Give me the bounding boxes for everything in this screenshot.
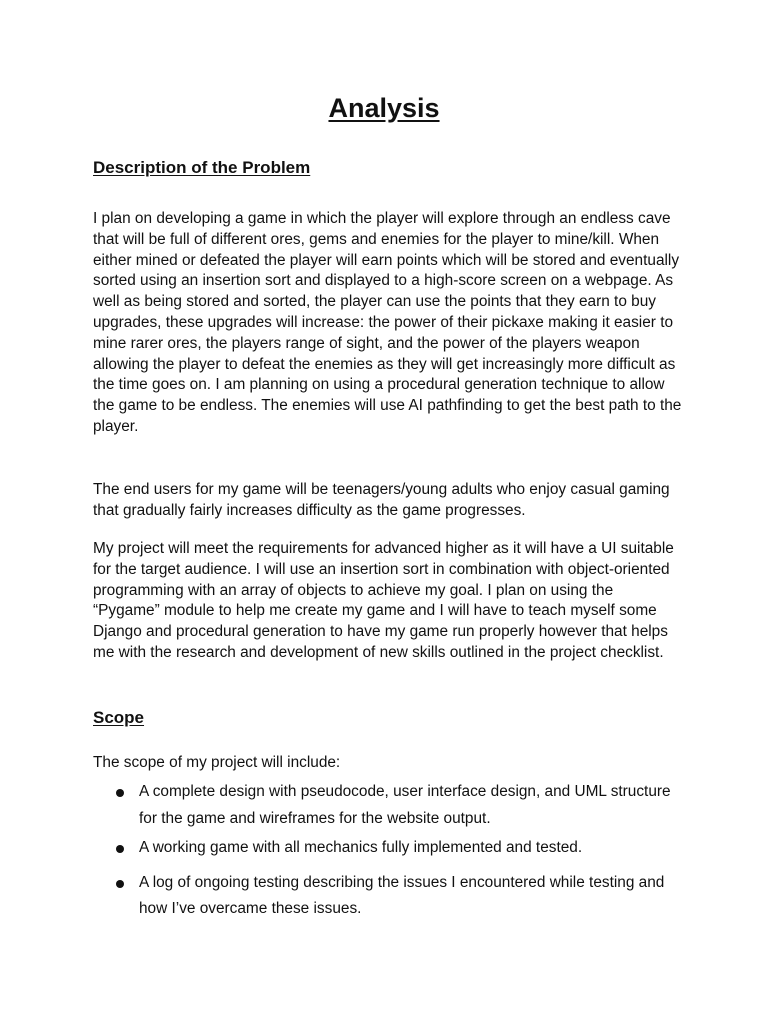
scope-bullet-text: A working game with all mechanics fully implemented and tested. — [139, 839, 583, 856]
scope-heading: Scope — [93, 708, 145, 727]
problem-paragraph-3: My project will meet the requirements for advanced higher as it will have a UI suitable for the target audience. I will use an insertion sort in combination with object-oriented programming with an array of objects to achieve my goal. I plan on using the “Pygame” module to help me create my game and I will have to teach myself some Django and procedural generation to have my game run properly however that helps me with the research and development of new skills outlined in the project checklist. — [93, 540, 674, 661]
scope-bullet-item — [93, 779, 683, 832]
problem-paragraph-1: I plan on developing a game in which the player will explore through an endless cave that will be full of different ores, gems and enemies for the player to mine/kill. When either mined or defeated the player will earn points which will be stored and eventually sorted using an insertion sort and displayed to a high-score screen on a webpage. As well as being stored and sorted, the player can use the points that they earn to buy upgrades, these upgrades will increase: the power of their pickaxe making it easier to mine rarer ores, the players range of sight, and the power of the players weapon allowing the player to defeat the enemies as they will get increasingly more difficult as the time goes on. I am planning on using a procedural generation technique to allow the game to be endless. The enemies will use AI pathfinding to get the best path to the player. — [93, 210, 682, 435]
bullet-dot-icon — [116, 880, 124, 888]
page-title: Analysis — [328, 93, 440, 123]
scope-intro: The scope of my project will include: — [93, 754, 341, 771]
scope-bullet-text: A complete design with pseudocode, user interface design, and UML structure for the game and wireframes for the website output. — [139, 783, 671, 827]
problem-paragraph-2: The end users for my game will be teenagers/young adults who enjoy casual gaming that gradually fairly increases difficulty as the game progresses. — [93, 481, 670, 519]
scope-bullet-list — [93, 779, 683, 923]
bullet-dot-icon — [116, 845, 124, 853]
scope-bullet-text: A log of ongoing testing describing the issues I encountered while testing and how I’ve overcame these issues. — [139, 873, 665, 917]
scope-bullet-item — [93, 870, 683, 923]
problem-heading: Description of the Problem — [93, 158, 311, 177]
scope-bullet-item — [93, 835, 683, 862]
bullet-dot-icon — [116, 789, 124, 797]
